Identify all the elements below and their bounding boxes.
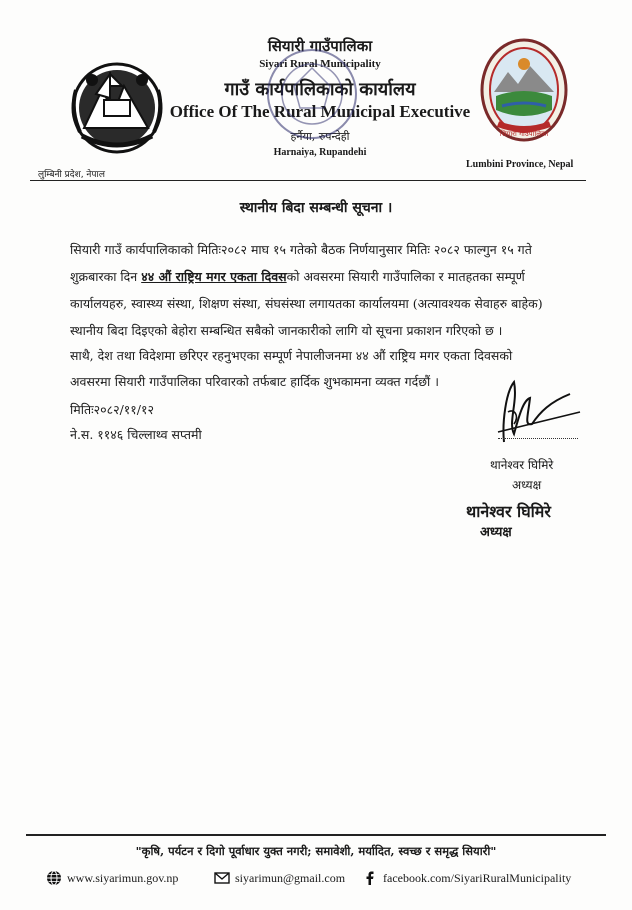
signatory-name-stamp: थानेश्वर घिमिरे [466,502,551,521]
notice-line-1: सियारी गाउँ कार्यपालिकाको मितिः२०८२ माघ १५ गतेको बैठक निर्णयानुसार मितिः २०८२ फाल्गुन १५ गते [70,242,532,257]
notice-line-2 [70,268,525,285]
province-en: Lumbini Province, Nepal [466,159,574,170]
address-np: हर्नैया, रुपन्देही [290,130,350,143]
address-en: Harnaiya, Rupandehi [273,147,367,158]
municipality-name-en: Siyari Rural Municipality [259,58,381,70]
notice-line-2-pre: शुक्रबारका दिन [70,269,142,284]
facebook-icon [362,870,378,886]
notice-line-6: अवसरमा सियारी गाउँपालिका परिवारको तर्फबाट हार्दिक शुभकामना व्यक्त गर्दछौं । [70,374,439,389]
header-divider [30,180,586,181]
email-contact[interactable] [214,870,345,886]
facebook-contact[interactable] [362,870,571,886]
footer-slogan: "कृषि, पर्यटन र दिगो पूर्वाधार युक्त नगरी; समावेशी, मर्यादित, स्वच्छ र समृद्ध सियारी" [135,844,497,858]
footer-contacts [0,870,632,890]
signature-line [498,438,578,439]
facebook-link[interactable]: facebook.com/SiyariRuralMunicipality [383,870,572,885]
signatory-title: अध्यक्ष [512,478,542,492]
website-contact[interactable] [46,870,178,886]
notice-line-2-post: को अवसरमा सियारी गाउँपालिका र मातहतका सम्पूर्ण [286,269,525,284]
signatory-title-stamp: अध्यक्ष [480,525,512,540]
website-link[interactable]: www.siyarimun.gov.np [67,870,179,885]
event-name-highlight: ४४ औं राष्ट्रिय मगर एकता दिवस [141,269,287,284]
footer-divider [26,834,606,836]
municipality-name-np: सियारी गाउँपालिका [267,37,373,55]
mail-icon [214,870,230,886]
notice-date: मितिः२०८२/११/१२ [70,402,155,417]
signatory-name: थानेश्वर घिमिरे [490,458,554,472]
notice-line-5: साथै, देश तथा विदेशमा छरिएर रहनुभएका सम्पूर्ण नेपालीजनमा ४४ औं राष्ट्रिय मगर एकता दिवसको [70,348,513,363]
notice-line-4: स्थानीय बिदा दिइएको बेहोरा सम्बन्धित सबैको जानकारीको लागि यो सूचना प्रकाशन गरिएको छ । [70,323,503,338]
province-np: लुम्बिनी प्रदेश, नेपाल [38,170,105,180]
logo-caption: सियारी गाउँपालिका [499,130,549,138]
globe-icon [46,870,62,886]
office-name-np: गाउँ कार्यपालिकाको कार्यालय [224,79,416,100]
office-name-en: Office Of The Rural Municipal Executive [169,102,471,121]
nepal-sambat-date: ने.स. ११४६ चिल्लाथ्व सप्तमी [70,427,202,442]
notice-line-3: कार्यालयहरु, स्वास्थ्य संस्था, शिक्षण संस्था, संघसंस्था लगायतका कार्यालयमा (अत्यावश्यक सेवाहरु बाहेक) [70,296,543,311]
handwritten-signature [484,372,584,458]
email-link[interactable]: siyarimun@gmail.com [235,870,346,885]
notice-subject: स्थानीय बिदा सम्बन्धी सूचना । [239,200,393,216]
